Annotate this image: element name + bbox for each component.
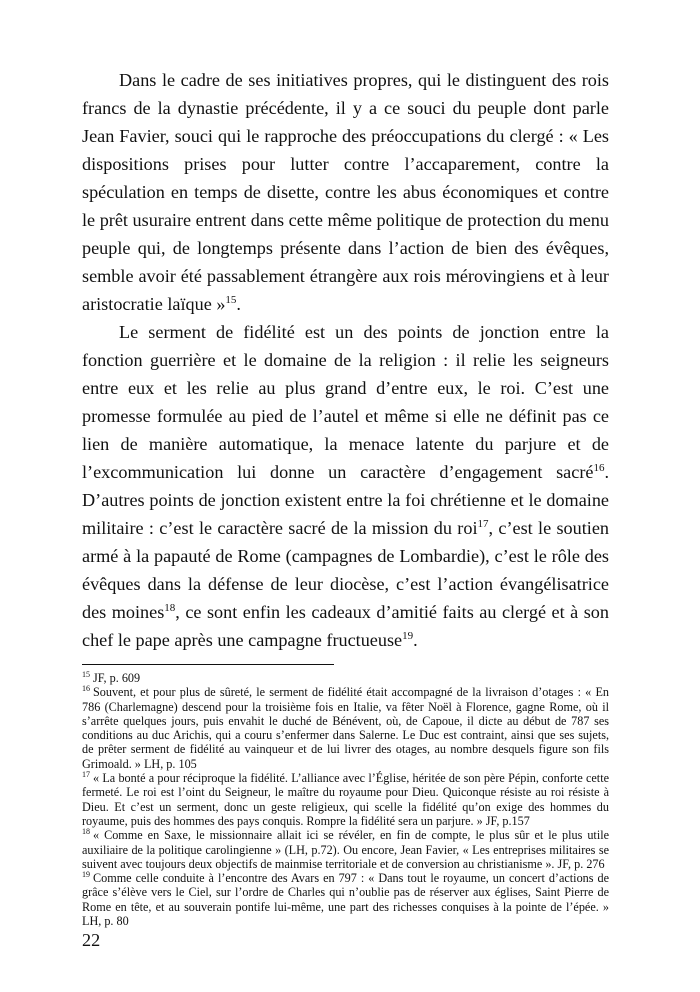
paragraph-2-text-a: Le serment de fidélité est un des points de jonction entre la fonction guerrière et le domaine de la religion : il relie les seigneurs entre eux et les relie au plus grand d’entre eux, le roi. C’est une promesse formulée au pied de l’autel et même si elle ne définit pas ce lien de manière automatique, la menace latente du parjure et de l’excommunication lui donne un caractère d’engagement sacré bbox=[82, 322, 609, 482]
footnote-text: Comme celle conduite à l’encontre des Avars en 797 : « Dans tout le royaume, un concert d’actions de grâce s’élève vers le Ciel, sur l’ordre de Charles qui n’oublie pas de réserver aux églises, Saint Pierre de Rome en tête, et au souverain pontife lui-même, une part des richesses conquises à la pointe de l’épée. » LH, p. 80 bbox=[82, 871, 609, 929]
paragraph-1-text: Dans le cadre de ses initiatives propres, qui le distinguent des rois francs de la dynastie précédente, il y a ce souci du peuple dont parle Jean Favier, souci qui le rapproche des préoccupations du clergé : « Les dispositions prises pour lutter contre l’accaparement, contre la spéculation en temps de disette, contre les abus économiques et contre le prêt usuraire entrent dans cette même politique de protection du menu peuple qui, de longtemps présente dans l’action de bien des évêques, semble avoir été passablement étrangère aux rois mérovingiens et à leur aristocratie laïque » bbox=[82, 70, 609, 314]
paragraph-1-end: . bbox=[236, 294, 241, 314]
paragraph-2-end: . bbox=[413, 630, 418, 650]
footnote-ref-15[interactable]: 15 bbox=[225, 293, 237, 306]
paragraph-2-text-c: , c’est le soutien armé à la papauté de Rome (campagnes de Lombardie), c’est le rôle des évêques dans la défense de leur diocèse, c’est l’action évangélisatrice des moines bbox=[82, 518, 610, 622]
paragraph-2-text-b: . D’autres points de jonction existent entre la foi chrétienne et le domaine militaire : c’est le caractère sacré de la mission du roi bbox=[82, 462, 609, 538]
footnote-19 bbox=[82, 871, 609, 928]
footnote-number: 15 bbox=[82, 669, 90, 679]
document-page bbox=[82, 66, 609, 951]
footnote-15 bbox=[82, 671, 609, 685]
footnote-number: 16 bbox=[82, 684, 90, 694]
footnote-ref-17[interactable]: 17 bbox=[477, 517, 489, 530]
footnote-number: 18 bbox=[82, 827, 90, 837]
footnote-text: Souvent, et pour plus de sûreté, le serment de fidélité était accompagné de la livraison d’otages : « En 786 (Charlemagne) descend pour la troisième fois en Italie, va fêter Noël à Florence, gagne Rome, où il s’arrête quelques jours, puis envahit le duché de Bénévent, où, de Capoue, il dicte au début de 787 ses conditions au duc Arichis, qui a couru s’enfermer dans Salerne. Le Duc est contraint, ainsi que ses sujets, de prêter serment de fidélité au vainqueur et de lui livrer des otages, au nombre desquels figure son fils Grimoald. » LH, p. 105 bbox=[82, 685, 609, 771]
page-number: 22 bbox=[82, 930, 101, 951]
paragraph-2-text-d: , ce sont enfin les cadeaux d’amitié faits au clergé et à son chef le pape après une campagne fructueuse bbox=[82, 602, 609, 650]
footnote-text: « La bonté a pour réciproque la fidélité. L’alliance avec l’Église, héritée de son père Pépin, conforte cette fermeté. Le roi est l’oint du Seigneur, le maître du royaume pour Dieu. Quiconque résiste au roi résiste à Dieu. Et c’est un serment, donc un geste religieux, qui scelle la fidélité qu’on exige des hommes du royaume, puis des hommes des pays conquis. Rompre la fidélité sera un parjure. » JF, p.157 bbox=[82, 771, 609, 828]
footnote-18 bbox=[82, 828, 609, 871]
body-paragraph-1 bbox=[82, 66, 609, 318]
footnotes bbox=[82, 671, 609, 928]
footnote-17 bbox=[82, 771, 609, 828]
footnote-16 bbox=[82, 685, 609, 771]
footnote-separator bbox=[82, 664, 334, 665]
footnote-text: JF, p. 609 bbox=[93, 671, 141, 685]
footnote-ref-19[interactable]: 19 bbox=[402, 629, 414, 642]
footnote-number: 17 bbox=[82, 770, 90, 780]
footnote-ref-16[interactable]: 16 bbox=[593, 461, 605, 474]
body-paragraph-2 bbox=[82, 318, 609, 654]
footnote-text: « Comme en Saxe, le missionnaire allait ici se révéler, en fin de compte, le plus sûr et le plus utile auxiliaire de la politique carolingienne » (LH, p.72). Ou encore, Jean Favier, « Les entreprises militaires se suivent avec toujours deux objectifs de mainmise territoriale et de conversion au christianisme ». JF, p. 276 bbox=[82, 828, 609, 871]
footnote-ref-18[interactable]: 18 bbox=[164, 601, 176, 614]
footnote-number: 19 bbox=[82, 870, 90, 880]
